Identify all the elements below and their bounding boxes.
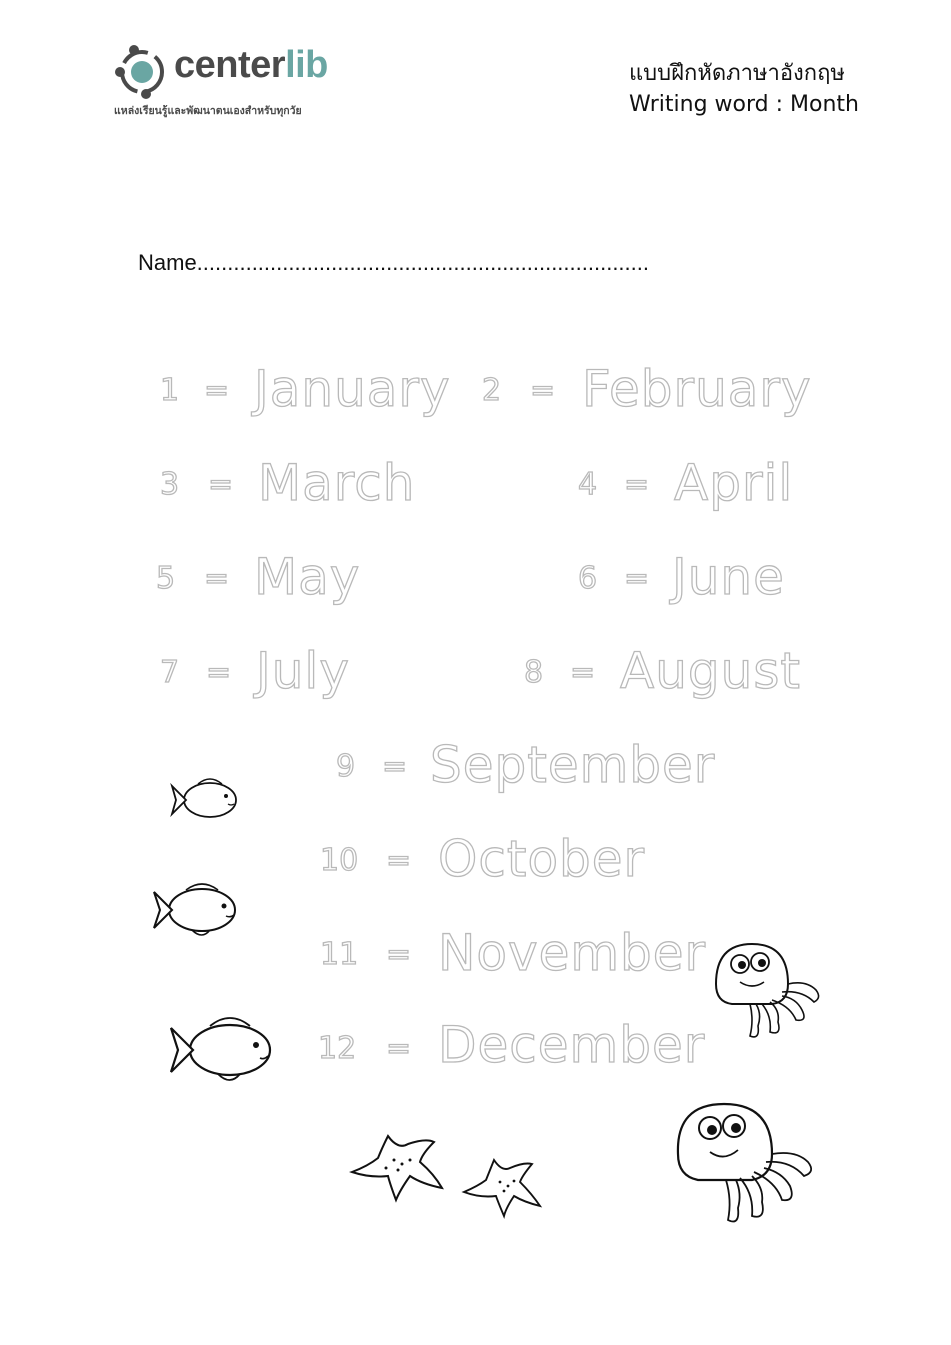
month-word-trace: March xyxy=(258,454,416,512)
jellyfish-large-icon xyxy=(672,1100,820,1232)
equals-sign: = xyxy=(386,1031,412,1066)
equals-sign: = xyxy=(208,467,234,502)
fish-small-icon xyxy=(170,774,242,826)
month-number: 12 xyxy=(318,1031,357,1066)
equals-sign: = xyxy=(386,937,412,972)
month-word-trace: September xyxy=(430,736,716,794)
month-word-trace: October xyxy=(438,830,646,888)
month-word-trace: April xyxy=(674,454,794,512)
month-word-trace: June xyxy=(672,548,785,606)
fish-medium-icon xyxy=(152,878,242,942)
equals-sign: = xyxy=(204,561,230,596)
title-english: Writing word : Month xyxy=(629,92,859,117)
centerlib-logo xyxy=(112,42,382,122)
month-word-trace: July xyxy=(256,642,350,700)
worksheet-title xyxy=(629,58,859,120)
month-number: 7 xyxy=(160,655,180,690)
equals-sign: = xyxy=(624,467,650,502)
starfish-large-icon xyxy=(348,1130,446,1204)
month-number: 11 xyxy=(320,937,359,972)
fish-large-icon xyxy=(168,1012,276,1088)
equals-sign: = xyxy=(570,655,596,690)
equals-sign: = xyxy=(530,373,556,408)
month-word-trace: December xyxy=(438,1016,706,1074)
equals-sign: = xyxy=(382,749,408,784)
starfish-small-icon xyxy=(460,1154,544,1220)
equals-sign: = xyxy=(206,655,232,690)
month-word-trace: February xyxy=(582,360,812,418)
month-word-trace: January xyxy=(254,360,451,418)
logo-word-accent: lib xyxy=(285,44,328,86)
equals-sign: = xyxy=(204,373,230,408)
month-number: 8 xyxy=(524,655,544,690)
month-number: 10 xyxy=(320,843,359,878)
logo-word-main: center xyxy=(174,44,286,86)
equals-sign: = xyxy=(624,561,650,596)
jellyfish-small-icon xyxy=(710,940,826,1048)
month-number: 4 xyxy=(578,467,598,502)
logo-wordmark xyxy=(174,44,328,87)
month-word-trace: November xyxy=(438,924,707,982)
logo-mark-icon xyxy=(112,42,172,102)
logo-tagline: แหล่งเรียนรู้และพัฒนาตนเองสำหรับทุกวัย xyxy=(114,105,302,117)
month-number: 9 xyxy=(336,749,356,784)
month-number: 2 xyxy=(482,373,502,408)
month-word-trace: May xyxy=(254,548,361,606)
month-word-trace: August xyxy=(620,642,801,700)
title-thai: แบบฝึกหัดภาษาอังกฤษ xyxy=(629,61,845,86)
month-number: 3 xyxy=(160,467,180,502)
equals-sign: = xyxy=(386,843,412,878)
name-field-line[interactable]: Name.......................................................................... xyxy=(138,250,649,275)
month-number: 5 xyxy=(156,561,176,596)
month-number: 6 xyxy=(578,561,598,596)
month-number: 1 xyxy=(160,373,180,408)
